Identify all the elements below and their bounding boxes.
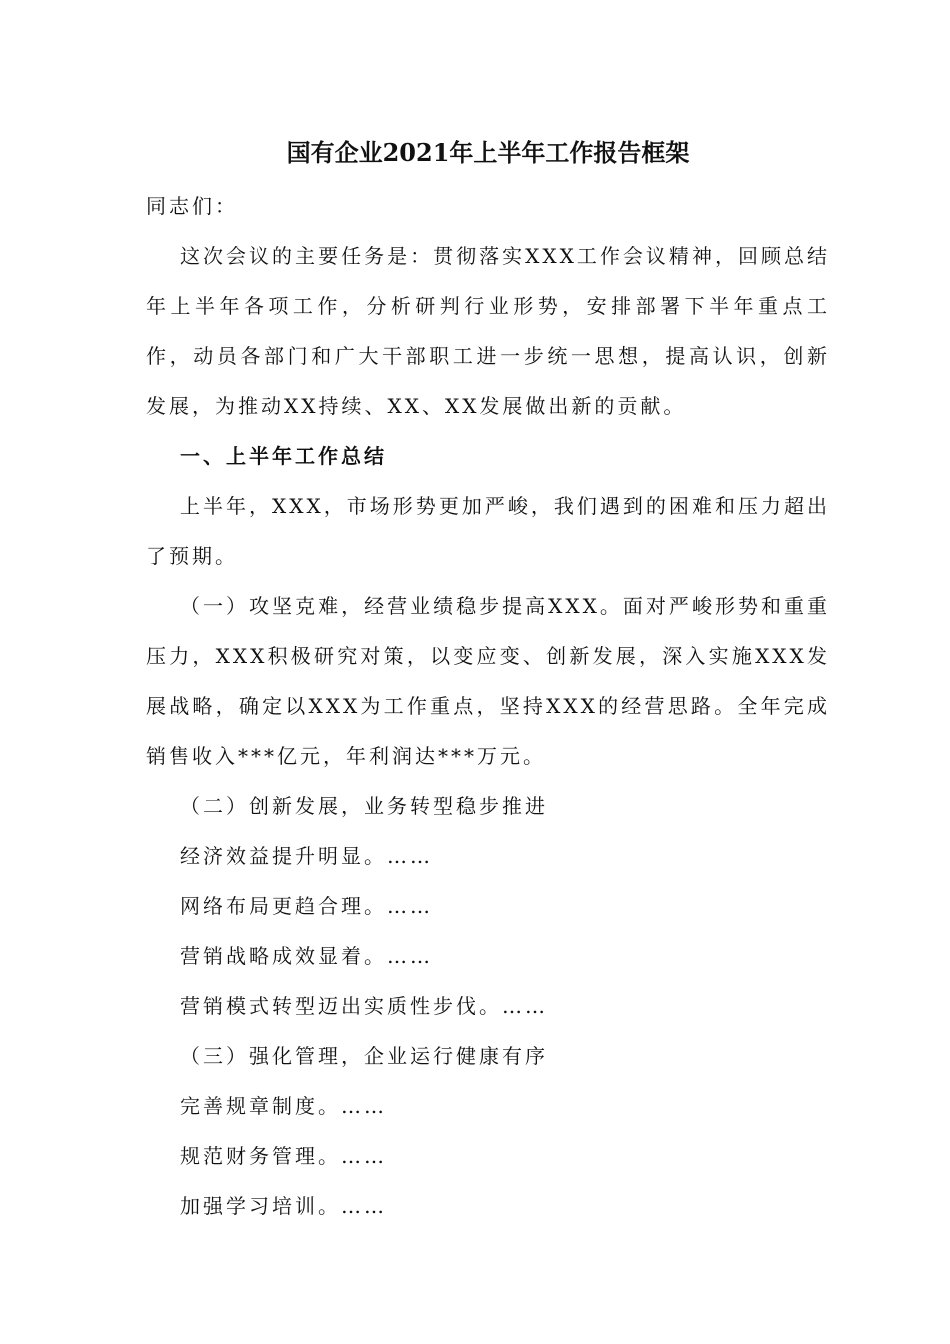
intro-paragraph: 这次会议的主要任务是：贯彻落实XXX工作会议精神，回顾总结年上半年各项工作，分析研判行业形势，安排部署下半年重点工作，动员各部门和广大干部职工进一步统一思想，提高认识，创新发展，为推动XX持续、XX、XX发展做出新的贡献。 (146, 244, 830, 418)
subsection3-heading: （三）强化管理，企业运行健康有序 (180, 1044, 548, 1068)
salutation: 同志们： (146, 194, 238, 218)
subsection3-item: 规范财务管理。…… (180, 1144, 387, 1168)
subsection2-heading: （二）创新发展，业务转型稳步推进 (180, 794, 548, 818)
subsection2-item: 营销模式转型迈出实质性步伐。…… (180, 994, 548, 1018)
section1-heading: 一、上半年工作总结 (180, 444, 387, 468)
subsection3-item: 完善规章制度。…… (180, 1094, 387, 1118)
subsection2-item: 经济效益提升明显。…… (180, 844, 433, 868)
subsection2-item: 网络布局更趋合理。…… (180, 894, 433, 918)
subsection1-paragraph: （一）攻坚克难，经营业绩稳步提高XXX。面对严峻形势和重重压力，XXX积极研究对策，以变应变、创新发展，深入实施XXX发展战略，确定以XXX为工作重点，坚持XXX的经营思路。全年完成销售收入***亿元，年利润达***万元。 (146, 594, 830, 768)
subsection3-item: 加强学习培训。…… (180, 1194, 387, 1218)
section1-intro-paragraph: 上半年，XXX，市场形势更加严峻，我们遇到的困难和压力超出了预期。 (146, 494, 830, 568)
document-title: 国有企业2021年上半年工作报告框架 (286, 138, 690, 167)
subsection2-item: 营销战略成效显着。…… (180, 944, 433, 968)
